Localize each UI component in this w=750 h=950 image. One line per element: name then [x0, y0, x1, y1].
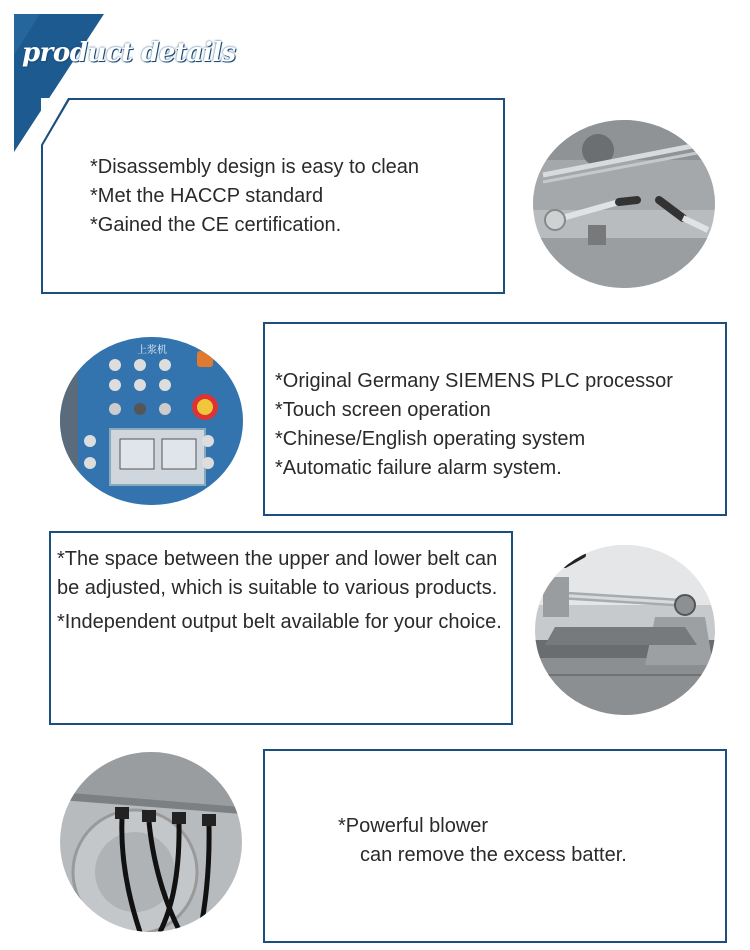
blower-photo	[60, 752, 242, 932]
belt-adjuster-photo	[535, 545, 715, 715]
feature-text: *Met the HACCP standard	[90, 185, 324, 207]
feature-text: *Chinese/English operating system	[275, 428, 586, 450]
feature-text: *The space between the upper and lower belt can be adjusted, which is suitable to various products.	[57, 548, 498, 599]
control-panel-photo	[60, 337, 243, 505]
feature-box-2	[263, 322, 727, 516]
feature-box-4	[263, 749, 727, 943]
feature-box-3	[49, 531, 513, 725]
feature-text: *Original Germany SIEMENS PLC processor	[275, 370, 673, 392]
valve-handles-photo	[533, 120, 715, 288]
panel-label: 上浆机	[137, 345, 167, 356]
feature-box-1	[41, 98, 505, 294]
feature-text: *Touch screen operation	[275, 399, 491, 421]
feature-text: can remove the excess batter.	[360, 844, 627, 866]
feature-text: *Independent output belt available for your choice.	[57, 611, 502, 633]
feature-text: *Gained the CE certification.	[90, 214, 342, 236]
feature-text: *Powerful blower	[338, 815, 489, 837]
page-title: product details	[22, 38, 236, 68]
feature-text: *Disassembly design is easy to clean	[90, 156, 420, 178]
feature-text: *Automatic failure alarm system.	[275, 457, 562, 479]
box-corner-cut	[41, 98, 101, 158]
